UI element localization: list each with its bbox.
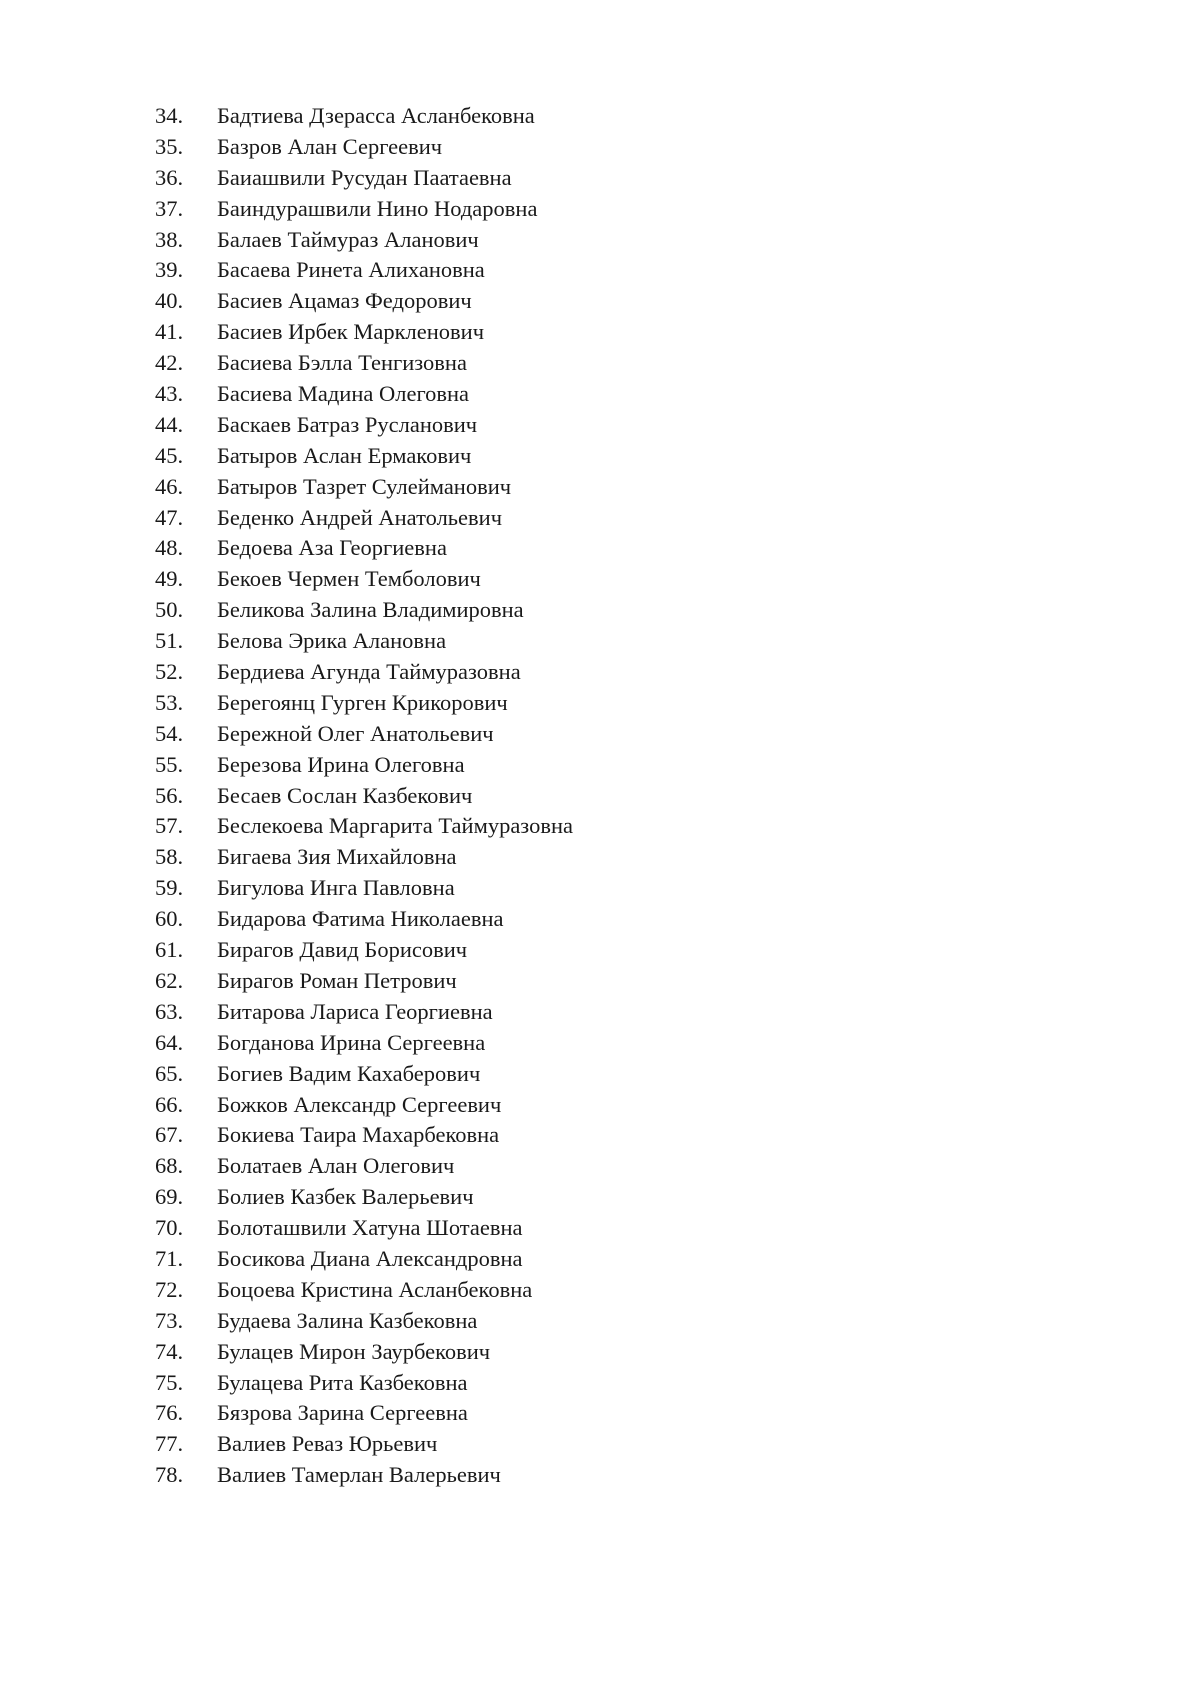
item-number: 71. (155, 1245, 184, 1271)
list-item (155, 1244, 955, 1275)
item-name: Богиев Вадим Кахаберович (217, 1060, 481, 1086)
item-number: 51. (155, 628, 184, 654)
list-item (155, 379, 955, 410)
list-item (155, 1059, 955, 1090)
item-name: Баскаев Батраз Русланович (217, 411, 478, 437)
list-item (155, 1306, 955, 1337)
list-item (155, 255, 955, 286)
list-item (155, 1460, 955, 1491)
item-name: Бедоева Аза Георгиевна (217, 535, 447, 561)
list-item (155, 503, 955, 534)
item-name: Батыров Тазрет Сулейманович (217, 473, 512, 499)
item-number: 48. (155, 535, 184, 561)
item-number: 50. (155, 597, 184, 623)
item-number: 52. (155, 659, 184, 685)
item-name: Баиндурашвили Нино Нодаровна (217, 195, 538, 221)
item-number: 70. (155, 1215, 184, 1241)
list-item (155, 626, 955, 657)
list-item (155, 317, 955, 348)
item-name: Болатаев Алан Олегович (217, 1153, 455, 1179)
item-name: Божков Александр Сергеевич (217, 1091, 502, 1117)
list-item (155, 657, 955, 688)
item-number: 68. (155, 1153, 184, 1179)
item-number: 56. (155, 782, 184, 808)
item-name: Болиев Казбек Валерьевич (217, 1184, 474, 1210)
item-number: 77. (155, 1431, 184, 1457)
list-item (155, 966, 955, 997)
item-name: Беденко Андрей Анатольевич (217, 504, 503, 530)
item-name: Басиева Бэлла Тенгизовна (217, 350, 467, 376)
item-number: 61. (155, 937, 184, 963)
item-number: 42. (155, 350, 184, 376)
item-name: Бердиева Агунда Таймуразовна (217, 659, 521, 685)
list-item (155, 225, 955, 256)
item-number: 41. (155, 319, 184, 345)
list-item (155, 1213, 955, 1244)
item-number: 75. (155, 1369, 184, 1395)
list-item (155, 1090, 955, 1121)
item-name: Белова Эрика Алановна (217, 628, 447, 654)
item-name: Булацев Мирон Заурбекович (217, 1338, 491, 1364)
item-number: 34. (155, 103, 184, 128)
item-number: 39. (155, 257, 184, 283)
item-name: Бережной Олег Анатольевич (217, 720, 494, 746)
item-name: Бидарова Фатима Николаевна (217, 906, 504, 932)
item-name: Баиашвили Русудан Паатаевна (217, 164, 512, 190)
item-number: 46. (155, 473, 184, 499)
list-item (155, 1182, 955, 1213)
list-item (155, 1120, 955, 1151)
item-number: 73. (155, 1307, 184, 1333)
item-number: 66. (155, 1091, 184, 1117)
list-item (155, 194, 955, 225)
item-name: Бигаева Зия Михайловна (217, 844, 457, 870)
list-item (155, 935, 955, 966)
item-number: 58. (155, 844, 184, 870)
item-number: 35. (155, 133, 184, 159)
list-item (155, 904, 955, 935)
list-item (155, 1429, 955, 1460)
item-number: 62. (155, 967, 184, 993)
list-item (155, 564, 955, 595)
item-name: Бирагов Давид Борисович (217, 937, 468, 963)
list-item (155, 132, 955, 163)
item-number: 44. (155, 411, 184, 437)
item-number: 53. (155, 689, 184, 715)
item-number: 60. (155, 906, 184, 932)
list-item (155, 1398, 955, 1429)
name-list (155, 101, 955, 1491)
list-item (155, 750, 955, 781)
item-number: 65. (155, 1060, 184, 1086)
list-item (155, 163, 955, 194)
list-item (155, 1151, 955, 1182)
item-number: 74. (155, 1338, 184, 1364)
item-number: 63. (155, 998, 184, 1024)
item-name: Будаева Залина Казбековна (217, 1307, 478, 1333)
item-name: Бокиева Таира Махарбековна (217, 1122, 500, 1148)
item-number: 38. (155, 226, 184, 252)
item-number: 47. (155, 504, 184, 530)
item-number: 64. (155, 1029, 184, 1055)
list-item (155, 997, 955, 1028)
item-name: Базров Алан Сергеевич (217, 133, 443, 159)
item-name: Битарова Лариса Георгиевна (217, 998, 493, 1024)
item-number: 72. (155, 1276, 184, 1302)
item-name: Валиев Тамерлан Валерьевич (217, 1462, 501, 1488)
item-name: Бирагов Роман Петрович (217, 967, 457, 993)
item-name: Бадтиева Дзерасса Асланбековна (217, 103, 535, 128)
list-item (155, 842, 955, 873)
item-number: 37. (155, 195, 184, 221)
item-name: Бесаев Сослан Казбекович (217, 782, 473, 808)
item-name: Басиева Мадина Олеговна (217, 381, 470, 407)
item-name: Болоташвили Хатуна Шотаевна (217, 1215, 523, 1241)
item-name: Богданова Ирина Сергеевна (217, 1029, 486, 1055)
item-number: 57. (155, 813, 184, 839)
item-name: Бязрова Зарина Сергеевна (217, 1400, 468, 1426)
list-item (155, 1337, 955, 1368)
item-name: Босикова Диана Александровна (217, 1245, 523, 1271)
item-number: 54. (155, 720, 184, 746)
item-number: 59. (155, 875, 184, 901)
item-name: Булацева Рита Казбековна (217, 1369, 468, 1395)
item-name: Берегоянц Гурген Крикорович (217, 689, 508, 715)
list-item (155, 286, 955, 317)
item-name: Батыров Аслан Ермакович (217, 442, 472, 468)
item-name: Беликова Залина Владимировна (217, 597, 524, 623)
item-name: Боцоева Кристина Асланбековна (217, 1276, 533, 1302)
item-name: Беслекоева Маргарита Таймуразовна (217, 813, 573, 839)
list-item (155, 688, 955, 719)
list-item (155, 873, 955, 904)
item-number: 69. (155, 1184, 184, 1210)
item-number: 78. (155, 1462, 184, 1488)
list-item (155, 1028, 955, 1059)
list-item (155, 472, 955, 503)
item-number: 49. (155, 566, 184, 592)
list-item (155, 719, 955, 750)
list-item (155, 533, 955, 564)
list-item (155, 781, 955, 812)
item-name: Балаев Таймураз Аланович (217, 226, 479, 252)
item-number: 67. (155, 1122, 184, 1148)
list-item (155, 811, 955, 842)
item-name: Бигулова Инга Павловна (217, 875, 455, 901)
list-item (155, 101, 955, 132)
item-number: 45. (155, 442, 184, 468)
list-item (155, 410, 955, 441)
list-item (155, 1275, 955, 1306)
item-name: Валиев Реваз Юрьевич (217, 1431, 438, 1457)
item-name: Басиев Ирбек Маркленович (217, 319, 485, 345)
list-item (155, 1368, 955, 1399)
list-item (155, 348, 955, 379)
list-item (155, 441, 955, 472)
item-name: Бекоев Чермен Темболович (217, 566, 481, 592)
item-number: 40. (155, 288, 184, 314)
item-name: Березова Ирина Олеговна (217, 751, 465, 777)
item-name: Басаева Ринета Алихановна (217, 257, 485, 283)
item-name: Басиев Ацамаз Федорович (217, 288, 472, 314)
list-item (155, 595, 955, 626)
item-number: 36. (155, 164, 184, 190)
item-number: 55. (155, 751, 184, 777)
item-number: 43. (155, 381, 184, 407)
item-number: 76. (155, 1400, 184, 1426)
